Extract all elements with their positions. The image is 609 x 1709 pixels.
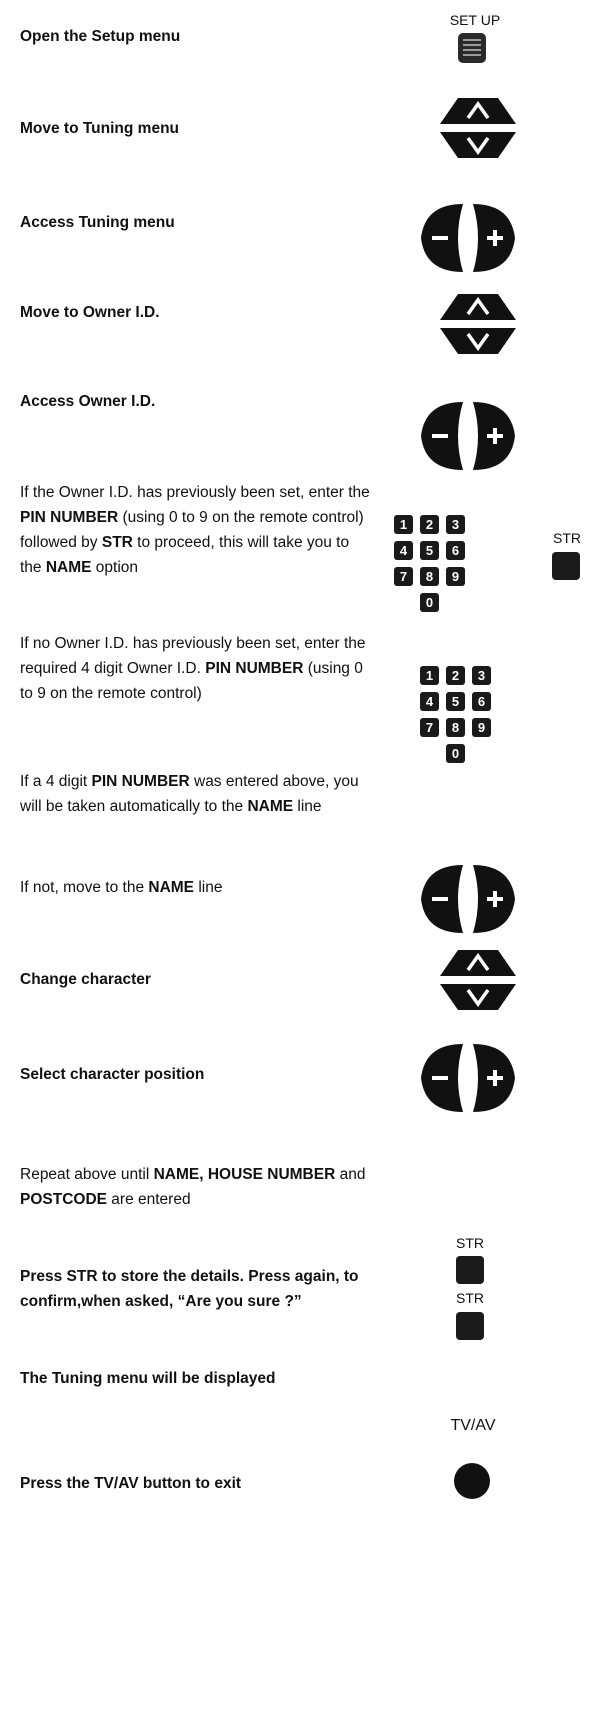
minus-plus-buttons-icon[interactable] xyxy=(413,396,523,476)
step-change-character: Change character xyxy=(20,971,151,988)
key-8[interactable]: 8 xyxy=(446,718,465,737)
key-6[interactable]: 6 xyxy=(446,541,465,560)
step-store-details: Press STR to store the details. Press again, to confirm,when asked, “Are you sure ?” xyxy=(20,1268,359,1310)
key-8[interactable]: 8 xyxy=(420,567,439,586)
str-label: STR xyxy=(456,1235,484,1251)
minus-plus-buttons-icon[interactable] xyxy=(413,859,523,939)
number-keypad xyxy=(394,515,465,612)
str-label: STR xyxy=(456,1290,484,1306)
step-repeat-until-entered: Repeat above until NAME, HOUSE NUMBER and POSTCODE are entered xyxy=(20,1166,366,1208)
tvav-button[interactable] xyxy=(454,1463,490,1499)
step-press-tvav: Press the TV/AV button to exit xyxy=(20,1475,242,1492)
number-keypad xyxy=(420,666,491,763)
key-5[interactable]: 5 xyxy=(446,692,465,711)
step-access-owner-id: Access Owner I.D. xyxy=(20,393,156,410)
up-down-arrows-icon[interactable] xyxy=(438,288,518,360)
key-9[interactable]: 9 xyxy=(472,718,491,737)
setup-label: SET UP xyxy=(449,12,501,28)
key-0[interactable]: 0 xyxy=(420,593,439,612)
up-down-arrows-icon[interactable] xyxy=(438,92,518,164)
step-move-owner-id: Move to Owner I.D. xyxy=(20,304,160,321)
step-tuning-menu-displayed: The Tuning menu will be displayed xyxy=(20,1370,276,1387)
step-pin-not-set: If no Owner I.D. has previously been set, enter the required 4 digit Owner I.D. PIN NUMBER (using 0 to 9 on the remote control) xyxy=(20,635,366,702)
step-open-setup: Open the Setup menu xyxy=(20,28,181,45)
step-select-position: Select character position xyxy=(20,1066,205,1083)
key-1[interactable]: 1 xyxy=(394,515,413,534)
key-6[interactable]: 6 xyxy=(472,692,491,711)
tvav-label: TV/AV xyxy=(450,1417,496,1434)
step-auto-name-line: If a 4 digit PIN NUMBER was entered above, you will be taken automatically to the NAME line xyxy=(20,773,359,815)
key-7[interactable]: 7 xyxy=(394,567,413,586)
key-9[interactable]: 9 xyxy=(446,567,465,586)
key-2[interactable]: 2 xyxy=(446,666,465,685)
key-1[interactable]: 1 xyxy=(420,666,439,685)
str-label: STR xyxy=(553,530,581,546)
key-3[interactable]: 3 xyxy=(472,666,491,685)
step-access-tuning: Access Tuning menu xyxy=(20,214,175,231)
key-4[interactable]: 4 xyxy=(394,541,413,560)
key-2[interactable]: 2 xyxy=(420,515,439,534)
key-0[interactable]: 0 xyxy=(446,744,465,763)
minus-plus-buttons-icon[interactable] xyxy=(413,1038,523,1118)
str-button[interactable] xyxy=(456,1256,484,1284)
setup-button-icon[interactable] xyxy=(458,33,486,63)
key-3[interactable]: 3 xyxy=(446,515,465,534)
key-4[interactable]: 4 xyxy=(420,692,439,711)
step-move-tuning: Move to Tuning menu xyxy=(20,120,180,137)
minus-plus-buttons-icon[interactable] xyxy=(413,198,523,278)
up-down-arrows-icon[interactable] xyxy=(438,944,518,1016)
key-5[interactable]: 5 xyxy=(420,541,439,560)
str-button[interactable] xyxy=(552,552,580,580)
step-pin-previously-set: If the Owner I.D. has previously been set, enter the PIN NUMBER (using 0 to 9 on the remote control) followed by STR to proceed, this will take you to the NAME option xyxy=(20,484,370,576)
step-move-name-line: If not, move to the NAME line xyxy=(20,879,223,896)
key-7[interactable]: 7 xyxy=(420,718,439,737)
str-button[interactable] xyxy=(456,1312,484,1340)
